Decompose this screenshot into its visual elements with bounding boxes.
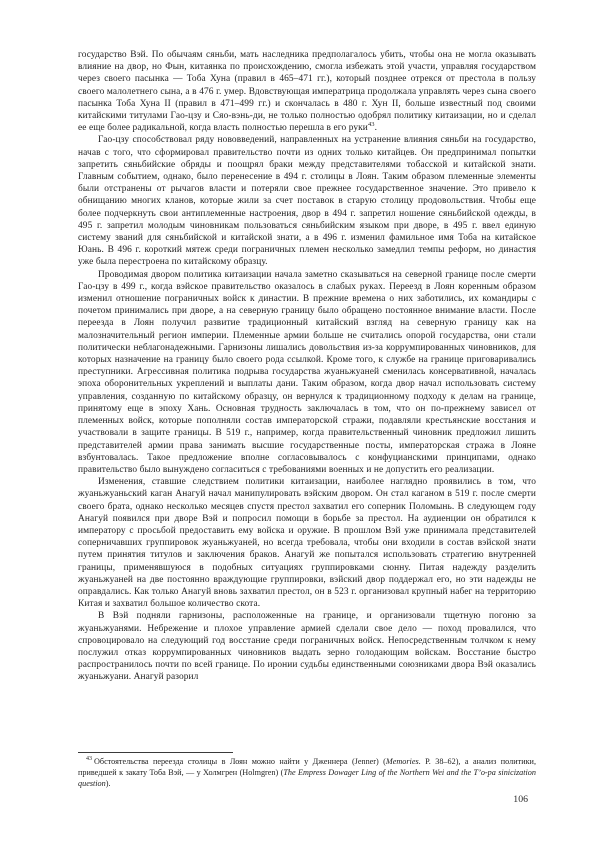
paragraph-4: Изменения, ставшие следствием политики китаизации, наиболее наглядно проявились в том, что жуаньжуаньский каган Анагуй начал манипулировать вэйским двором. Он стал каганом в 519 г. после смерти своего брата, однако несколько месяцев спустя престол захватил его соперник Поломынь. В следующем году Анагуй появился при дворе Вэй и попросил помощи в борьбе за престол. На аудиенции он обратился к императору с просьбой предоставить ему войска и оружие. В прошлом Вэй уже принимала представителей соперничавших группировок жуаньжуаней, но всегда требовала, чтобы они входили в состав вэйской знати путем принятия титулов и заключения браков. Анагуй же попытался использовать стратегию внутренней границы, применявшуюся в подобных ситуациях группировками сюнну. Питая надежду разделить жуаньжуаней на две постоянно враждующие группировки, вэйский двор поддержал его, но эти надежды не оправдались. Как только Анагуй вновь захватил престол, он в 523 г. организовал крупный набег на территорию Китая и захватил большое количество скота. bbox=[78, 477, 536, 610]
paragraph-2: Гао-цзу способствовал ряду нововведений, направленных на устранение влияния сяньби на государство, начав с того, что сформировал правительство почти из одних только китайцев. Он предпринимал попытки запретить сяньбийские обряды и поощрял браки между представителями тобасской и китайской знати. Главным событием, однако, было перенесение в 494 г. столицы в Лоян. Таким образом племенные элементы были отстранены от рычагов власти и потеряли свое прежнее государственное значение. Это привело к обнищанию многих кланов, которые жили за счет поставок в старую столицу продовольствия. Чтобы еще более подчеркнуть свои антиплеменные настроения, двор в 494 г. запретил ношение сяньбийской одежды, в 495 г. запретил молодым чиновникам пользоваться сяньбийским языком при дворе, в 495 г. ввел единую систему званий для сяньбийской и китайской знати, а в 496 г. изменил фамильное имя Тоба на китайское Юань. В 496 г. короткий мятеж среди пограничных племен несколько замедлил темпы реформ, но династия уже была перестроена по китайскому образцу. bbox=[78, 135, 536, 268]
paragraph-1 bbox=[78, 49, 536, 134]
footnote-part3: ). bbox=[105, 778, 111, 788]
footnote-marker: 43 bbox=[86, 756, 92, 763]
paragraph-5: В Вэй подняли гарнизоны, расположенные на границе, и организовали тщетную погоню за жуаньжуанями. Небрежение и плохое управление армией сделали свое дело — поход провалился, что спровоцировало на следующий год восстание среди пограничных войск. Непосредственным толчком к нему послужил отказ коррумпированных чиновников выдать зерно голодающим войскам. Восстание быстро распространилось почти по всей границе. По иронии судьбы единственными союзниками двора Вэй оказались жуаньжуани. Анагуй разорил bbox=[78, 611, 536, 683]
footnote-block bbox=[78, 752, 536, 789]
paragraph-1-end: . bbox=[374, 123, 378, 134]
footnote-title-1: Memories bbox=[385, 757, 419, 766]
paragraph-3: Проводимая двором политика китаизации начала заметно сказываться на северной границе после смерти Гао-цзу в 499 г., когда вэйское правительство оказалось в слабых руках. Переезд в Лоян коренным образом изменил отношение пограничных войск к династии. В прежние времена о них заботились, их командиры с почетом принимались при дворе, а на северную границу было обращено постоянное внимание власти. После переезда в Лоян получил развитие традиционный китайский взгляд на северную границу как на малозначительный регион империи. Племенные армии больше не считались опорой государства, они стали политически неблагонадежными. Гарнизоны лишались довольствия из-за коррумпированных чиновников, для которых назначение на границу было своего рода ссылкой. Кроме того, к службе на границе приговаривались преступники. Агрессивная политика подрыва государства жуаньжуаней сменилась консервативной, началась эпоха оборонительных укреплений и выплаты дани. Таким образом, когда двор начал использовать систему управления, созданную по китайскому образцу, он вернулся к традиционному подходу к делам на границе, принятому еще в эпоху Хань. Основная трудность заключалась в том, что он по-прежнему зависел от племенных войск, которые пополняли состав императорской стражи, подавляли крестьянские восстания и участвовали в защите границы. В 519 г., например, когда правительственный чиновник предложил лишить представителей армии права занимать высшие государственные посты, императорская стража в Лояне взбунтовалась. Такое предложение вполне согласовывалось с конфуцианскими принципами, однако правительство было вынуждено согласиться с требованиями военных и не допустить его реализации. bbox=[78, 269, 536, 475]
footnote-text bbox=[78, 757, 536, 789]
footnote-part1: Обстоятельства переезда столицы в Лоян можно найти у Дженнера (Jenner) ( bbox=[94, 757, 386, 766]
footnote-title-2: The Empress Dowager Ling of the Northern Wei and the T’o-pa sinicization question bbox=[78, 767, 536, 788]
paragraph-1-text: государство Вэй. По обычаям сяньби, мать наследника предполагалось убить, чтобы она не могла оказывать влияние на двор, но Фын, китаянка по происхождению, смогла избежать этой участи, управляя государством через своего пасынка — Тоба Хуна (правил в 465–471 гг.), который позднее отрекся от престола в пользу своего малолетнего сына, а в 476 г. умер. Вдовствующая императрица продолжала управлять через сына своего пасынка Тоба Хуна II (правил в 471–499 гг.) и скончалась в 480 г. Хун II, больше известный под своими китайскими титулами Гао-цзу и Сяо-вэнь-ди, не только полностью одобрял политику китаизации, но и сделал ее еще более радикальной, когда власть полностью перешла в его руки bbox=[78, 50, 536, 134]
footnote-part2: . P. 38–62), а анализ политики, приведшей к закату Тоба Вэй, — у Холмгрен (Holmgren) ( bbox=[78, 757, 536, 777]
footnote-separator bbox=[78, 752, 233, 753]
main-text-block bbox=[78, 49, 536, 684]
footnote-reference: 43 bbox=[367, 121, 375, 129]
page-number: 106 bbox=[513, 794, 528, 805]
